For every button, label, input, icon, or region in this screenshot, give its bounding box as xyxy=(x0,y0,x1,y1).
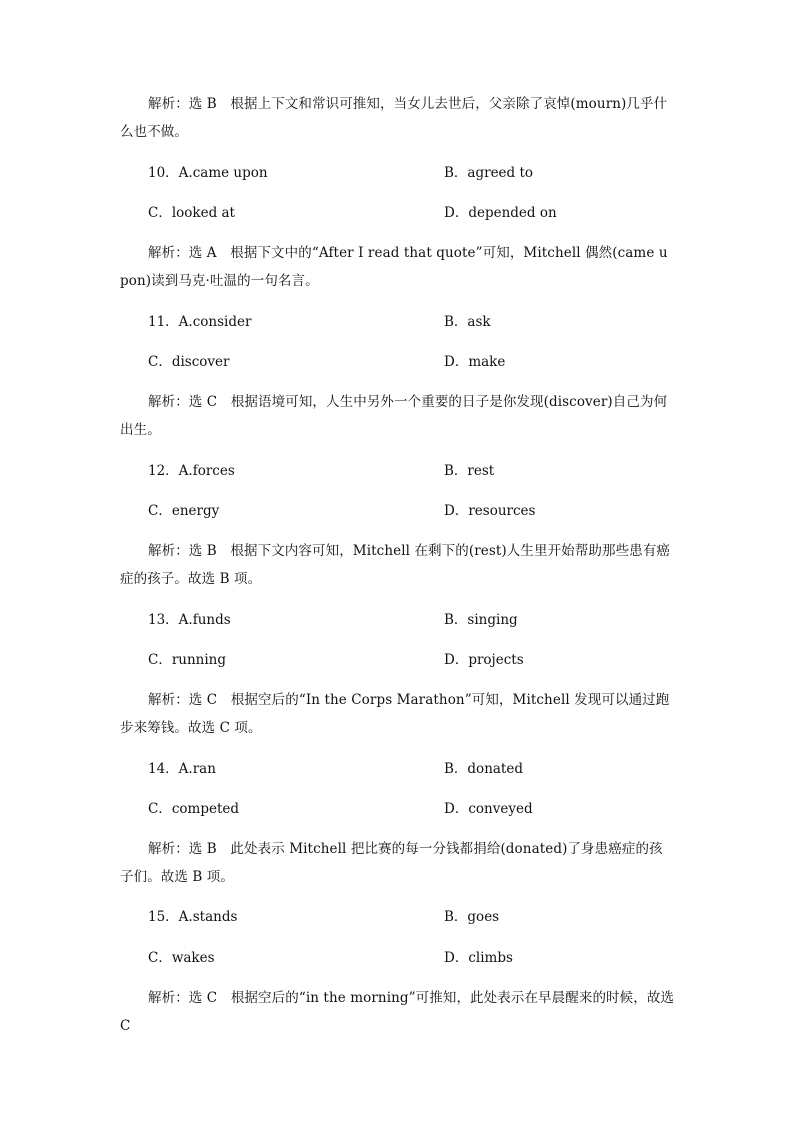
option-15c: C．wakes xyxy=(148,950,215,966)
explanation-q14: 解析：选 B 此处表示 Mitchell 把比赛的每一分钱都捐给(donated)了身患癌症的孩子们。故选 B 项。 xyxy=(120,841,663,885)
option-14d: D．conveyed xyxy=(444,801,533,817)
options-row-q14-ab xyxy=(148,759,668,779)
option-13a: 13．A.funds xyxy=(148,612,231,628)
explanation-q9: 解析：选 B 根据上下文和常识可推知，当女儿去世后，父亲除了哀悼(mourn)几乎什么也不做。 xyxy=(120,96,668,140)
option-10c: C．looked at xyxy=(148,205,235,221)
options-row-q11-cd xyxy=(148,352,668,372)
explanation-q11: 解析：选 C 根据语境可知，人生中另外一个重要的日子是你发现(discover)自己为何出生。 xyxy=(120,394,668,438)
explanation-q15: 解析：选 C 根据空后的“in the morning”可推知，此处表示在早晨醒来的时候，故选 C xyxy=(120,990,675,1034)
option-10d: D．depended on xyxy=(444,205,557,221)
option-11a: 11．A.consider xyxy=(148,314,252,330)
options-row-q15-ab xyxy=(148,907,668,927)
explanation-q10: 解析：选 A 根据下文中的“After I read that quote”可知，Mitchell 偶然(came upon)读到马克·吐温的一句名言。 xyxy=(120,245,668,289)
option-15d: D．climbs xyxy=(444,950,513,966)
explanation-q12: 解析：选 B 根据下文内容可知，Mitchell 在剩下的(rest)人生里开始帮助那些患有癌症的孩子。故选 B 项。 xyxy=(120,543,670,587)
option-15b: B．goes xyxy=(444,909,500,925)
options-row-q15-cd xyxy=(148,948,668,968)
explanation-q13: 解析：选 C 根据空后的“In the Corps Marathon”可知，Mitchell 发现可以通过跑步来筹钱。故选 C 项。 xyxy=(120,692,670,736)
option-10a: 10．A.came upon xyxy=(148,165,268,181)
option-14a: 14．A.ran xyxy=(148,761,216,777)
options-row-q14-cd xyxy=(148,799,668,819)
options-row-q13-ab xyxy=(148,610,668,630)
options-row-q13-cd xyxy=(148,650,668,670)
option-14b: B．donated xyxy=(444,761,523,777)
options-row-q12-cd xyxy=(148,501,668,521)
option-11b: B．ask xyxy=(444,314,491,330)
option-13b: B．singing xyxy=(444,612,518,628)
options-row-q10-cd xyxy=(148,203,668,223)
option-12d: D．resources xyxy=(444,503,536,519)
option-13c: C．running xyxy=(148,652,227,668)
option-13d: D．projects xyxy=(444,652,524,668)
options-row-q10-ab xyxy=(148,163,668,183)
option-12c: C．energy xyxy=(148,503,220,519)
options-row-q12-ab xyxy=(148,461,668,481)
option-15a: 15．A.stands xyxy=(148,909,238,925)
option-14c: C．competed xyxy=(148,801,240,817)
options-row-q11-ab xyxy=(148,312,668,332)
option-11c: C．discover xyxy=(148,354,230,370)
option-11d: D．make xyxy=(444,354,506,370)
option-10b: B．agreed to xyxy=(444,165,534,181)
option-12a: 12．A.forces xyxy=(148,463,235,479)
option-12b: B．rest xyxy=(444,463,495,479)
